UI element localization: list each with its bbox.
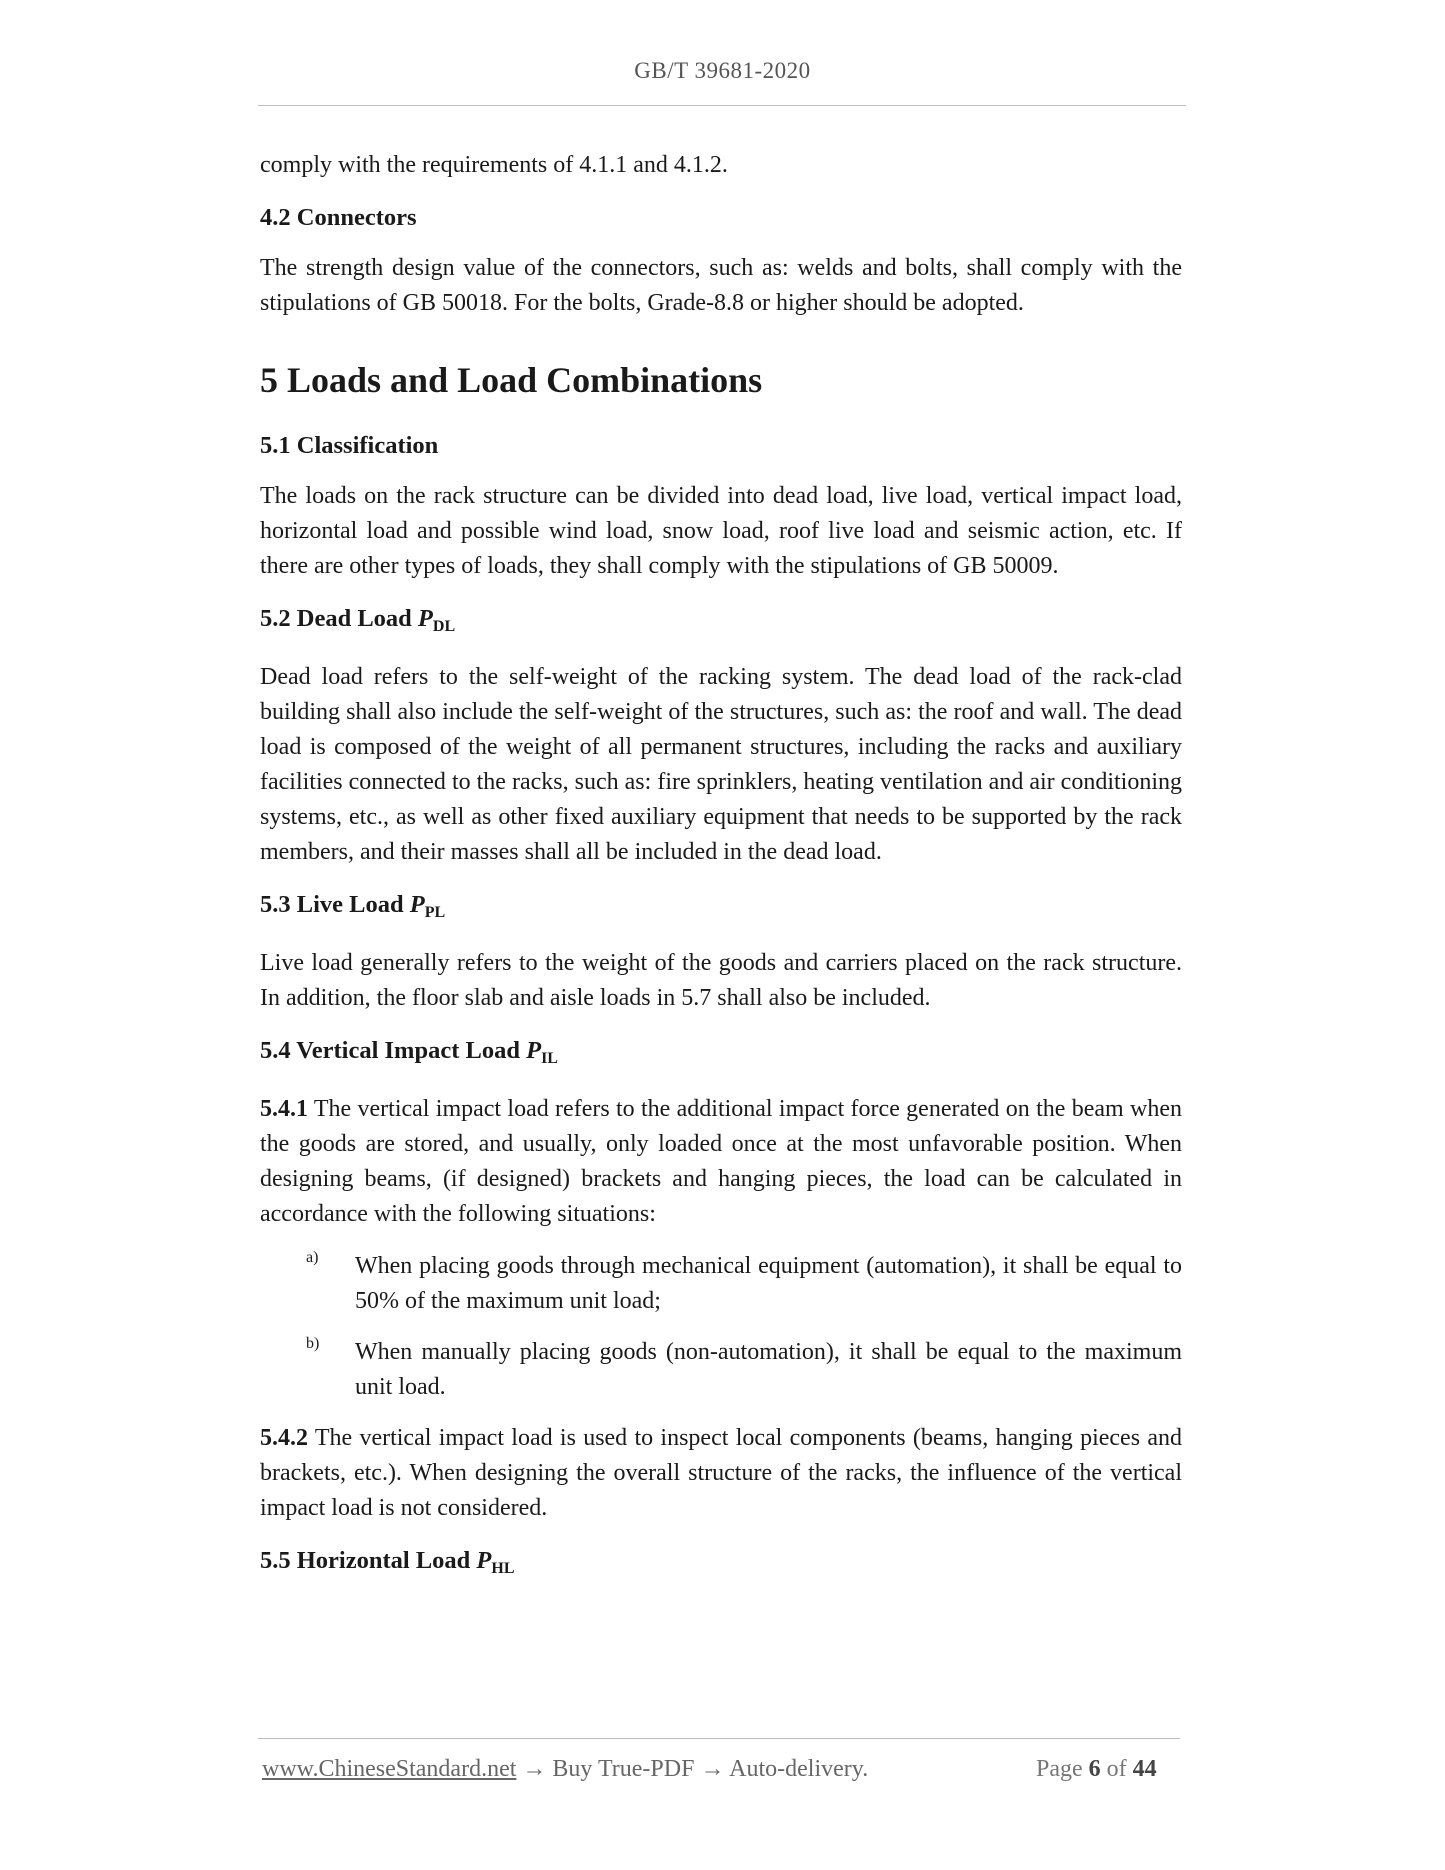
continuation-paragraph: comply with the requirements of 4.1.1 and 4.1.2. bbox=[260, 152, 728, 178]
load-subscript: IL bbox=[541, 1050, 558, 1067]
arrow-icon: → bbox=[516, 1756, 553, 1782]
section-4-2-heading: 4.2 Connectors bbox=[260, 204, 417, 231]
list-item-text: When placing goods through mechanical equipment (automation), it shall be equal to 50% of the maximum unit load; bbox=[355, 1253, 1182, 1314]
load-subscript: HL bbox=[491, 1560, 515, 1577]
load-symbol: P bbox=[409, 891, 425, 918]
chapter-5-heading: 5 Loads and Load Combinations bbox=[260, 360, 763, 400]
section-5-1-heading: 5.1 Classification bbox=[260, 432, 439, 459]
header-divider bbox=[258, 105, 1186, 106]
buy-pdf-link[interactable]: Buy True-PDF bbox=[552, 1756, 695, 1782]
section-5-4-title: 5.4 Vertical Impact Load bbox=[260, 1037, 527, 1064]
section-5-2-title: 5.2 Dead Load bbox=[260, 605, 418, 632]
section-5-2-heading bbox=[260, 601, 1182, 644]
page-content bbox=[260, 148, 1182, 1586]
section-5-3-heading bbox=[260, 887, 1182, 930]
footer-links bbox=[262, 1756, 868, 1783]
section-5-5-heading bbox=[260, 1543, 1182, 1586]
section-4-2-text: The strength design value of the connectors, such as: welds and bolts, shall comply with the stipulations of GB 50018. For the bolts, Grade-8.8 or higher should be adopted. bbox=[260, 255, 1182, 316]
list-marker: b) bbox=[306, 1335, 320, 1352]
arrow-icon: → bbox=[694, 1756, 730, 1782]
clause-number: 5.4.1 bbox=[260, 1096, 308, 1122]
clause-5-4-1 bbox=[260, 1092, 1182, 1232]
list-item-a bbox=[260, 1249, 1182, 1319]
page-indicator bbox=[1036, 1756, 1157, 1783]
section-5-3-text: Live load generally refers to the weight of the goods and carriers placed on the rack structure. In addition, the floor slab and aisle loads in 5.7 shall also be included. bbox=[260, 950, 1182, 1011]
auto-delivery-text: Auto-delivery. bbox=[729, 1756, 869, 1782]
section-5-5-title: 5.5 Horizontal Load bbox=[260, 1547, 477, 1574]
section-5-2-text: Dead load refers to the self-weight of the racking system. The dead load of the rack-clad building shall also include the self-weight of the structures, such as: the roof and wall. The dead load is composed of the weight of all permanent structures, including the racks and auxiliary facilities connected to the racks, such as: fire sprinklers, heating ventilation and air conditioning systems, etc., as well as other fixed auxiliary equipment that needs to be supported by the rack members, and their masses shall all be included in the dead load. bbox=[260, 664, 1182, 865]
site-link[interactable]: www.ChineseStandard.net bbox=[262, 1756, 517, 1782]
page-number: 6 bbox=[1088, 1756, 1101, 1782]
clause-number: 5.4.2 bbox=[260, 1425, 308, 1451]
load-symbol: P bbox=[476, 1547, 492, 1574]
list-item-b bbox=[260, 1335, 1182, 1405]
clause-5-4-2 bbox=[260, 1421, 1182, 1526]
list-item-text: When manually placing goods (non-automation), it shall be equal to the maximum unit load. bbox=[355, 1339, 1182, 1400]
load-subscript: PL bbox=[424, 904, 446, 921]
load-symbol: P bbox=[526, 1037, 542, 1064]
footer-divider bbox=[258, 1738, 1180, 1739]
page-header: GB/T 39681-2020 bbox=[634, 58, 811, 83]
clause-text: The vertical impact load refers to the additional impact force generated on the beam when the goods are stored, and usually, only loaded once at the most unfavorable position. When designing beams, (if designed) brackets and hanging pieces, the load can be calculated in accordance with the following situations: bbox=[260, 1096, 1182, 1227]
list-marker: a) bbox=[306, 1249, 319, 1266]
section-5-3-title: 5.3 Live Load bbox=[260, 891, 410, 918]
of-label: of bbox=[1100, 1756, 1133, 1782]
section-5-1-text: The loads on the rack structure can be divided into dead load, live load, vertical impact load, horizontal load and possible wind load, snow load, roof live load and seismic action, etc. If there are other types of loads, they shall comply with the stipulations of GB 50009. bbox=[260, 483, 1182, 579]
page-total: 44 bbox=[1132, 1756, 1157, 1782]
clause-text: The vertical impact load is used to inspect local components (beams, hanging pieces and brackets, etc.). When designing the overall structure of the racks, the influence of the vertical impact load is not considered. bbox=[260, 1425, 1182, 1521]
load-subscript: DL bbox=[432, 618, 456, 635]
section-5-4-heading bbox=[260, 1033, 1182, 1076]
page-label: Page bbox=[1036, 1756, 1089, 1782]
load-symbol: P bbox=[417, 605, 433, 632]
